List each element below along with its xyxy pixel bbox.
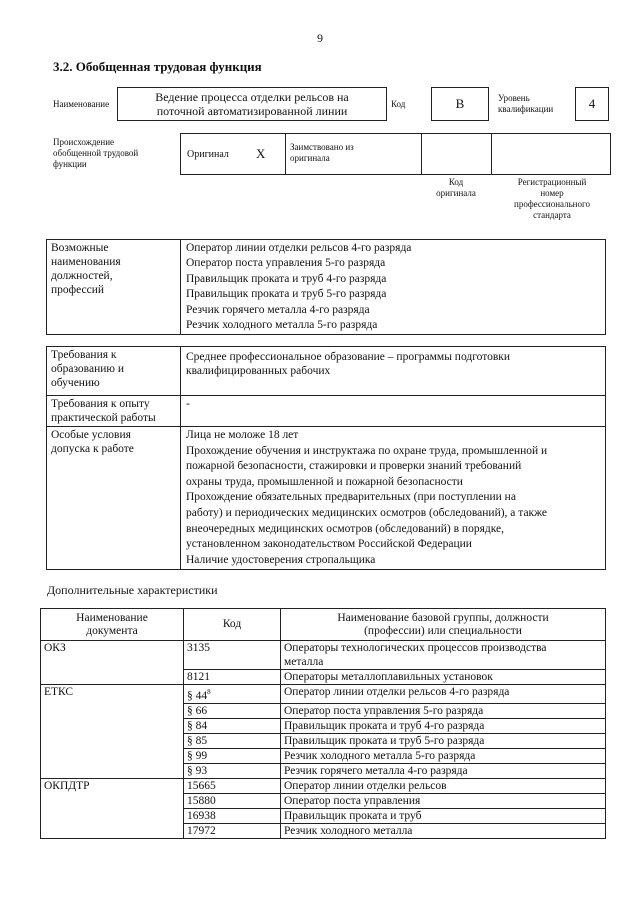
label-line: Возможные xyxy=(51,242,109,254)
function-name-box xyxy=(117,87,387,121)
origin-label-line: функции xyxy=(53,159,87,169)
condition-line: работу) и периодических медицинских осмотров (обследований), а также xyxy=(186,506,548,519)
positions-table xyxy=(46,239,606,335)
reg-number-caption xyxy=(496,177,608,221)
doc-name: ЕТКС xyxy=(41,685,184,704)
borrowed-label-line: Заимствовано из xyxy=(290,142,354,152)
group-cell: Правильщик проката и труб 5-го разряда xyxy=(281,733,606,748)
code-cell: § 66 xyxy=(184,703,281,718)
condition-line: охраны труда, промышленной и пожарной безопасности xyxy=(186,475,463,488)
table-row xyxy=(41,703,606,718)
position-item: Оператор линии отделки рельсов 4-го разряда xyxy=(186,242,412,254)
name-label: Наименование xyxy=(53,99,110,109)
position-item: Резчик горячего металла 4-го разряда xyxy=(186,303,370,316)
experience-label xyxy=(47,396,181,427)
table-row xyxy=(41,778,606,793)
group-cell: Резчик холодного металла 5-го разряда xyxy=(281,748,606,763)
function-name-line: Ведение процесса отделки рельсов на xyxy=(155,90,349,104)
doc-name: ОКЗ xyxy=(41,641,184,670)
condition-line: пожарной безопасности, стажировки и проверки знаний требований xyxy=(186,460,522,473)
origin-label-line: обобщенной трудовой xyxy=(53,148,139,158)
header-line: Наименование xyxy=(76,611,148,624)
position-item: Резчик холодного металла 5-го разряда xyxy=(186,319,378,332)
condition-line: Прохождение обязательных предварительных (при поступлении на xyxy=(186,491,516,504)
caption-line: стандарта xyxy=(533,210,571,220)
code-cell: 8121 xyxy=(184,670,281,685)
code-cell: 15880 xyxy=(184,793,281,808)
condition-line: Лица не моложе 18 лет xyxy=(186,429,299,441)
table-row xyxy=(41,718,606,733)
table-row xyxy=(41,823,606,838)
group-line: металла xyxy=(284,656,324,668)
col-code-header: Код xyxy=(184,609,281,641)
conditions-value xyxy=(181,427,606,570)
doc-name-cont xyxy=(41,763,184,778)
label-line: должностей, xyxy=(51,270,113,282)
caption-line: профессионального xyxy=(514,199,590,209)
condition-line: Прохождение обучения и инструктажа по охране труда, промышленной и xyxy=(186,444,548,457)
doc-name-cont xyxy=(41,808,184,823)
label-line: Требования к xyxy=(51,349,117,361)
table-row xyxy=(41,641,606,670)
label-line: обучению xyxy=(51,377,100,389)
origin-label-line: Происхождение xyxy=(53,137,115,147)
col-group-header xyxy=(281,609,606,641)
table-row xyxy=(41,670,606,685)
conditions-label xyxy=(47,427,181,570)
level-label xyxy=(498,93,553,115)
position-item: Правильщик проката и труб 5-го разряда xyxy=(186,288,387,301)
original-mark: X xyxy=(256,146,266,161)
doc-name-cont xyxy=(41,703,184,718)
section-title: 3.2. Обобщенная трудовая функция xyxy=(53,59,262,74)
header-line: Наименование базовой группы, должности xyxy=(337,611,549,624)
positions-label xyxy=(47,240,181,335)
group-cell: Резчик горячего металла 4-го разряда xyxy=(281,763,606,778)
doc-name-cont xyxy=(41,670,184,685)
code-cell: 17972 xyxy=(184,823,281,838)
code-original-caption xyxy=(420,177,492,199)
borrowed-label xyxy=(290,142,354,164)
col-doc-name-header xyxy=(41,609,184,641)
code-cell: 15665 xyxy=(184,778,281,793)
group-cell: Правильщик проката и труб xyxy=(281,808,606,823)
condition-line: установленном законодательством Российской Федерации xyxy=(186,538,472,551)
code-cell: § 99 xyxy=(184,748,281,763)
level-label-line: Уровень xyxy=(498,93,530,103)
label-line: Требования к опыту xyxy=(51,398,150,410)
header-line: (профессии) или специальности xyxy=(364,624,522,637)
requirements-table xyxy=(46,346,606,570)
table-row xyxy=(41,685,606,704)
label-line: допуска к работе xyxy=(51,443,134,455)
header-line: документа xyxy=(86,624,138,637)
group-cell xyxy=(281,641,606,670)
origin-label xyxy=(53,137,138,170)
group-cell: Оператор линии отделки рельсов xyxy=(281,778,606,793)
level-value: 4 xyxy=(575,87,609,121)
condition-line: Наличие удостоверения стропальщика xyxy=(186,553,376,566)
code-cell: 3135 xyxy=(184,641,281,670)
label-line: практической работы xyxy=(51,412,156,424)
table-row xyxy=(41,733,606,748)
position-item: Оператор поста управления 5-го разряда xyxy=(186,257,386,270)
caption-line: номер xyxy=(540,188,564,198)
caption-line: Код xyxy=(448,177,464,187)
label-line: наименования xyxy=(51,256,121,268)
group-cell: Резчик холодного металла xyxy=(281,823,606,838)
doc-name-cont xyxy=(41,718,184,733)
group-cell: Правильщик проката и труб 4-го разряда xyxy=(281,718,606,733)
education-line: Среднее профессиональное образование – программы подготовки xyxy=(186,351,511,363)
table-row xyxy=(41,763,606,778)
doc-name-cont xyxy=(41,748,184,763)
table-row xyxy=(41,793,606,808)
code-cell xyxy=(184,685,281,704)
doc-name-cont xyxy=(41,793,184,808)
level-label-line: квалификации xyxy=(498,104,554,114)
original-label: Оригинал xyxy=(187,149,229,160)
code-cell: 16938 xyxy=(184,808,281,823)
label-line: образованию и xyxy=(51,363,124,375)
origin-row xyxy=(180,133,611,175)
code-text: § 44 xyxy=(187,689,208,702)
group-cell: Операторы металлоплавильных установок xyxy=(281,670,606,685)
additional-table xyxy=(40,608,606,839)
table-row xyxy=(41,748,606,763)
caption-line: Регистрационный xyxy=(517,177,587,187)
code-cell: § 85 xyxy=(184,733,281,748)
group-cell: Оператор поста управления xyxy=(281,793,606,808)
group-cell: Оператор поста управления 5-го разряда xyxy=(281,703,606,718)
borrowed-label-line: оригинала xyxy=(290,153,330,163)
caption-line: оригинала xyxy=(436,188,476,198)
education-value xyxy=(181,347,606,396)
position-item: Правильщик проката и труб 4-го разряда xyxy=(186,272,387,285)
condition-line: внеочередных медицинских осмотров (обследований) в порядке, xyxy=(186,522,505,535)
group-cell: Оператор линии отделки рельсов 4-го разряда xyxy=(281,685,606,704)
code-label: Код xyxy=(391,99,406,109)
label-line: Особые условия xyxy=(51,429,131,441)
label-line: профессий xyxy=(51,284,105,296)
education-label xyxy=(47,347,181,396)
doc-name-cont xyxy=(41,823,184,838)
function-name-line: поточной автоматизированной линии xyxy=(156,104,348,118)
education-line: квалифицированных рабочих xyxy=(186,365,331,377)
code-value: B xyxy=(431,87,489,121)
doc-name: ОКПДТР xyxy=(41,778,184,793)
code-cell: § 84 xyxy=(184,718,281,733)
code-cell: § 93 xyxy=(184,763,281,778)
positions-list xyxy=(181,240,606,335)
experience-value: - xyxy=(181,396,606,427)
group-line: Операторы технологических процессов производства xyxy=(284,642,547,654)
doc-name-cont xyxy=(41,733,184,748)
footnote-mark: 8 xyxy=(207,688,211,696)
table-row xyxy=(41,808,606,823)
page-number: 9 xyxy=(317,31,323,45)
additional-title: Дополнительные характеристики xyxy=(47,583,218,597)
